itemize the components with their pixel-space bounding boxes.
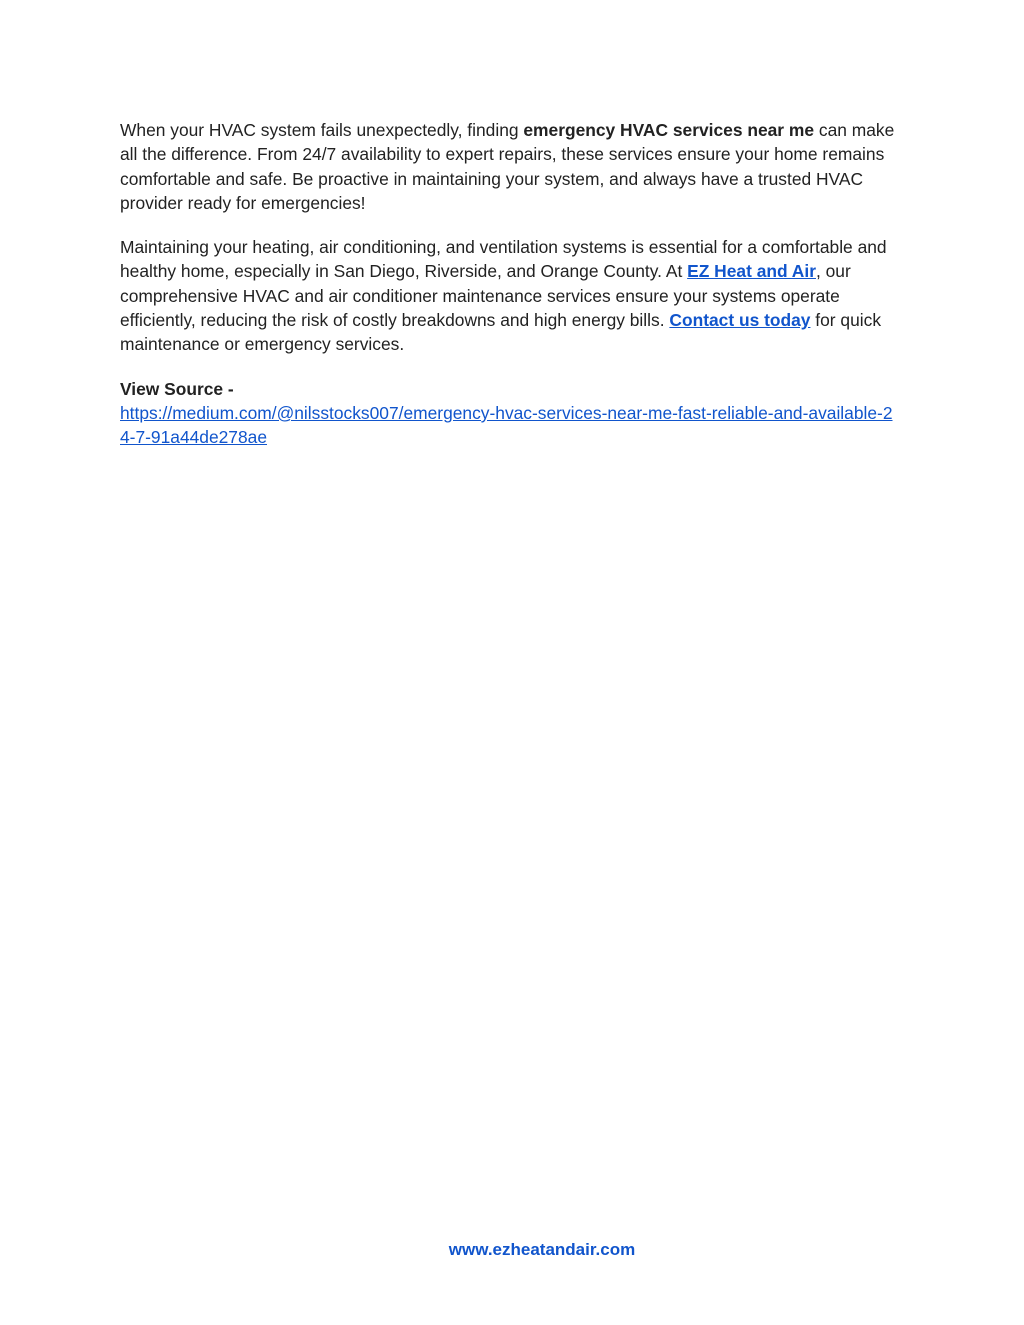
intro-text-end: can make all the difference. From 24/7 availability to expert repairs, these services ensure your home remains comfortable and safe. Be proactive in maintaining your system, and always have a trusted HVAC provider ready for emergencies!: [120, 120, 895, 213]
maintenance-text-end: for quick maintenance or emergency services.: [120, 310, 882, 355]
maintenance-text-middle: , our comprehensive HVAC and air conditioner maintenance services ensure your systems operate efficiently, reducing the risk of costly breakdowns and high energy bills.: [120, 261, 851, 331]
source-label: View Source -: [120, 378, 234, 399]
ez-heat-and-air-link[interactable]: EZ Heat and Air: [687, 261, 816, 282]
source-section: [120, 377, 900, 450]
maintenance-text-start: Maintaining your heating, air conditioning, and ventilation systems is essential for a comfortable and healthy home, especially in San Diego, Riverside, and Orange County. At: [120, 237, 887, 282]
source-url-link[interactable]: https://medium.com/@nilsstocks007/emergency-hvac-services-near-me-fast-reliable-and-available-24-7-91a44de278ae: [120, 402, 893, 448]
keyword-phrase: emergency HVAC services near me: [523, 120, 815, 140]
document-body: [120, 118, 900, 450]
contact-us-link[interactable]: Contact us today: [669, 310, 811, 331]
intro-text-start: When your HVAC system fails unexpectedly, finding: [120, 120, 524, 140]
intro-paragraph: [120, 118, 900, 215]
footer-website[interactable]: www.ezheatandair.com: [448, 1240, 636, 1259]
maintenance-paragraph: [120, 235, 900, 356]
